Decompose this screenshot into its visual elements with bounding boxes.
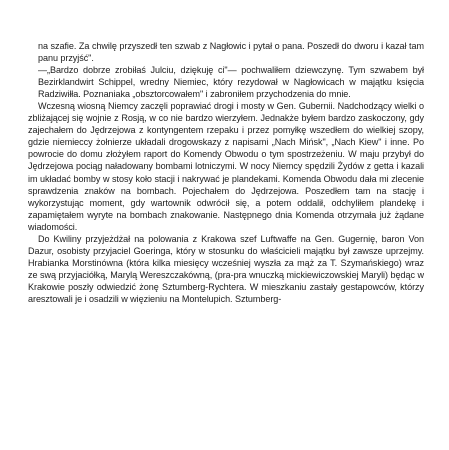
paragraph-3: Wczesną wiosną Niemcy zaczęli poprawiać drogi i mosty w Gen. Gubernii. Nadchodzący wielki o zbliżającej się wojnie z Rosją, w co nie bardzo wierzyłem. Jednakże byłem bardzo zaskoczony, gdy zajechałem do Jędrzejowa z kontyngentem rzepaku i przez pomyłkę wszedłem do wielkiej szopy, gdzie niemieccy żołnierze układali drogowskazy z napisami „Nach Mińsk", „Nach Kiew" i inne. Po powrocie do domu złożyłem raport do Komendy Obwodu o tym spostrzeżeniu. W maju przybył do Jędrzejowa pociąg naładowany bombami lotniczymi. W nocy Niemcy spędzili Żydów z getta i kazali im układać bomby w stosy koło stacji i nakrywać je plandekami. Komenda Obwodu dała mi zlecenie sprawdzenia znaków na bombach. Pojechałem do Jędrzejowa. Poszedłem tam na stację i wykorzystując moment, gdy wartownik odwrócił się, a potem oddalił, odchyliłem plandekę i zapamiętałem wyryte na bombach znakowanie. Następnego dnia Komenda otrzymała już żądane wiadomości. <box>28 101 424 232</box>
paragraph-2: —„Bardzo dobrze zrobiłaś Julciu, dziękuję ci"— pochwaliłem dziewczynę. Tym szwabem był Bezirklandwirt Schippel, wredny Niemiec, który rezydował w Nagłowicach w majątku księcia Radziwiłła. Poznaniaka „obsztorcowałem" i zabroniłem przychodzenia do mnie. <box>38 65 424 100</box>
paragraph-4: Do Kwiliny przyjeżdżał na polowania z Krakowa szef Luftwaffe na Gen. Gugernię, baron Von Dazur, osobisty przyjaciel Goeringa, który w stosunku do właścicieli majątku był zawsze uprzejmy. Hrabianka Morstinówna (która kilka miesięcy wcześniej wyszła za mąż za T. Szymańskiego) wraz ze swą przyjaciółką, Marylą Wereszczakówną, (pra-pra wnuczką mickiewiczowskiej Maryli) będąc w Krakowie poszły odwiedzić żonę Sztumberg-Rychtera. W mieszkaniu zastały gestapowców, którzy aresztowali je i osadzili w więzieniu na Montelupich. Sztumberg- <box>28 233 424 304</box>
paragraph-1: na szafie. Za chwilę przyszedł ten szwab z Nagłowic i pytał o pana. Poszedł do dworu i kazał tam panu przyjść". <box>38 41 424 64</box>
document-page <box>28 40 424 305</box>
